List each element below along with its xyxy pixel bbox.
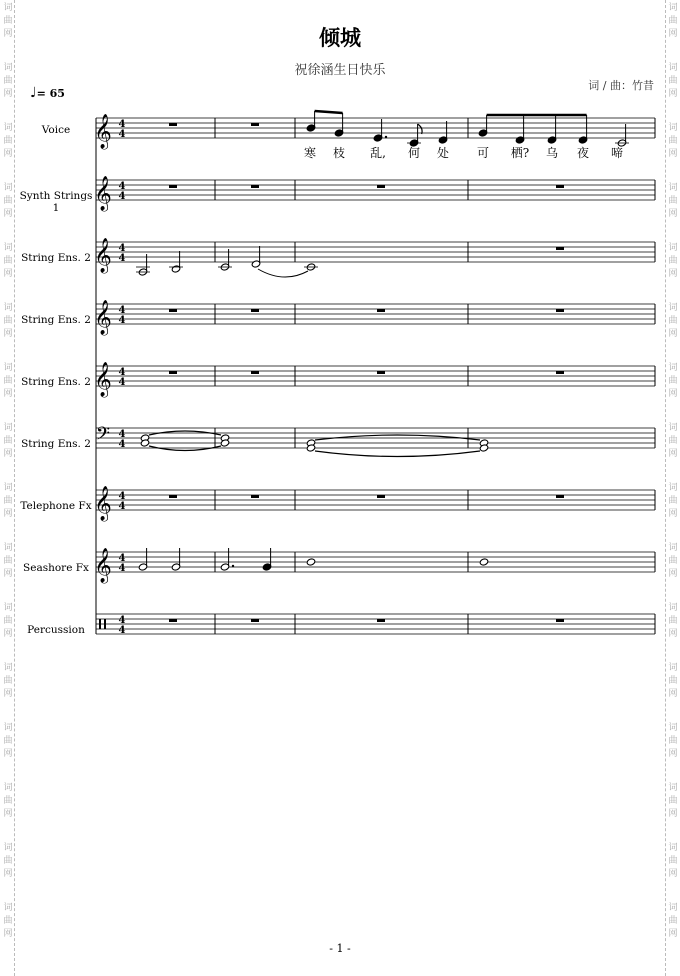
time-signature-numerator: 4 <box>118 553 126 564</box>
lyric-syllable: 寒 <box>303 146 317 160</box>
whole-rest-icon <box>377 619 385 622</box>
time-signature-numerator: 4 <box>118 119 126 130</box>
time-signature-numerator: 4 <box>118 367 126 378</box>
watermark-glyphs: 词 曲 网 <box>3 183 13 219</box>
treble-clef-icon: 𝄞 <box>94 238 112 273</box>
percussion-clef-icon <box>104 619 106 629</box>
watermark-glyphs: 词 曲 网 <box>3 123 13 159</box>
watermark-glyphs: 词 曲 网 <box>3 63 13 99</box>
tie-arc <box>315 451 480 457</box>
watermark-glyphs: 词 曲 网 <box>3 423 13 459</box>
dedication-subtitle: 祝徐涵生日快乐 <box>294 63 386 78</box>
whole-rest-icon <box>377 495 385 498</box>
note-beam <box>315 111 343 113</box>
staff-label-percussion: Percussion <box>27 624 85 636</box>
watermark-glyphs: 词 曲 网 <box>668 243 678 279</box>
watermark-glyphs: 词 曲 网 <box>3 783 13 819</box>
percussion-clef-icon <box>99 619 101 629</box>
staff-label-voice: Voice <box>41 124 71 136</box>
whole-rest-icon <box>251 309 259 312</box>
watermark-glyphs: 词 曲 网 <box>3 723 13 759</box>
time-signature-numerator: 4 <box>118 181 126 192</box>
time-signature-denominator: 4 <box>118 129 126 140</box>
treble-clef-icon: 𝄞 <box>94 300 112 335</box>
watermark-glyphs: 词 曲 网 <box>668 783 678 819</box>
staff-label-telephone-fx: Telephone Fx <box>20 500 92 512</box>
watermark-glyphs: 词 曲 网 <box>668 603 678 639</box>
time-signature-denominator: 4 <box>118 315 126 326</box>
note-dot <box>385 136 387 138</box>
treble-clef-icon: 𝄞 <box>94 362 112 397</box>
watermark-glyphs: 词 曲 网 <box>668 3 678 39</box>
watermark-glyphs: 词 曲 网 <box>668 903 678 939</box>
treble-clef-icon: 𝄞 <box>94 176 112 211</box>
whole-rest-icon <box>556 371 564 374</box>
tie-arc <box>258 269 308 277</box>
note-flag <box>418 124 423 134</box>
watermark-glyphs: 词 曲 网 <box>3 363 13 399</box>
whole-rest-icon <box>377 371 385 374</box>
watermark-glyphs: 词 曲 网 <box>668 423 678 459</box>
treble-clef-icon: 𝄞 <box>94 114 112 149</box>
watermark-glyphs: 词 曲 网 <box>3 3 13 39</box>
time-signature-denominator: 4 <box>118 377 126 388</box>
watermark-glyphs: 词 曲 网 <box>668 483 678 519</box>
whole-rest-icon <box>169 123 177 126</box>
whole-rest-icon <box>556 309 564 312</box>
treble-clef-icon: 𝄞 <box>94 486 112 521</box>
whole-rest-icon <box>251 123 259 126</box>
watermark-glyphs: 词 曲 网 <box>668 363 678 399</box>
watermark-glyphs: 词 曲 网 <box>3 603 13 639</box>
time-signature-numerator: 4 <box>118 243 126 254</box>
whole-rest-icon <box>251 185 259 188</box>
whole-rest-icon <box>556 619 564 622</box>
whole-rest-icon <box>251 371 259 374</box>
whole-rest-icon <box>251 619 259 622</box>
whole-rest-icon <box>556 495 564 498</box>
watermark-glyphs: 词 曲 网 <box>3 483 13 519</box>
watermark-glyphs: 词 曲 网 <box>668 723 678 759</box>
treble-clef-icon: 𝄞 <box>94 548 112 583</box>
lyric-syllable: 啼 <box>610 146 624 160</box>
time-signature-denominator: 4 <box>118 253 126 264</box>
watermark-glyphs: 词 曲 网 <box>3 903 13 939</box>
time-signature-numerator: 4 <box>118 615 126 626</box>
time-signature-denominator: 4 <box>118 501 126 512</box>
whole-rest-icon <box>377 309 385 312</box>
quarter-note-icon: ♩ <box>30 85 37 101</box>
lyric-syllable: 可 <box>476 146 490 160</box>
lyric-syllable: 处 <box>436 146 450 160</box>
staff-label-string-ens-b: String Ens. 2 <box>21 314 91 326</box>
watermark-glyphs: 词 曲 网 <box>668 543 678 579</box>
staff-label-synth-strings: Synth Strings 1 <box>19 190 93 214</box>
time-signature-denominator: 4 <box>118 563 126 574</box>
whole-rest-icon <box>169 185 177 188</box>
whole-rest-icon <box>169 309 177 312</box>
lyric-syllable: 栖? <box>510 146 530 160</box>
time-signature-numerator: 4 <box>118 491 126 502</box>
staff-label-seashore-fx: Seashore Fx <box>23 562 89 574</box>
whole-rest-icon <box>169 495 177 498</box>
whole-rest-icon <box>556 247 564 250</box>
watermark-glyphs: 词 曲 网 <box>668 303 678 339</box>
watermark-glyphs: 词 曲 网 <box>3 243 13 279</box>
staff-label-string-ens-a: String Ens. 2 <box>21 252 91 264</box>
note-dot <box>232 565 234 567</box>
watermark-glyphs: 词 曲 网 <box>3 663 13 699</box>
watermark-glyphs: 词 曲 网 <box>3 543 13 579</box>
page-number: - 1 - <box>329 942 351 955</box>
time-signature-denominator: 4 <box>118 625 126 636</box>
staff-label-string-ens-c: String Ens. 2 <box>21 376 91 388</box>
bass-clef-icon: 𝄢 <box>95 424 111 449</box>
page-title: 倾城 <box>319 25 361 50</box>
watermark-glyphs: 词 曲 网 <box>668 63 678 99</box>
lyric-syllable: 夜 <box>576 146 590 160</box>
watermark-glyphs: 词 曲 网 <box>668 663 678 699</box>
tempo-value: = 65 <box>36 87 65 100</box>
lyric-syllable: 乌 <box>545 146 559 160</box>
whole-note-head <box>306 558 316 566</box>
watermark-glyphs: 词 曲 网 <box>3 843 13 879</box>
watermark-glyphs: 词 曲 网 <box>668 183 678 219</box>
staff-label-string-ens-d: String Ens. 2 <box>21 438 91 450</box>
whole-note-head <box>479 558 489 566</box>
whole-rest-icon <box>169 619 177 622</box>
time-signature-numerator: 4 <box>118 305 126 316</box>
whole-rest-icon <box>377 185 385 188</box>
lyric-syllable: 枝 <box>332 146 346 160</box>
time-signature-denominator: 4 <box>118 191 126 202</box>
tie-arc <box>315 435 480 440</box>
lyric-syllable: 何 <box>407 146 421 160</box>
watermark-glyphs: 词 曲 网 <box>668 843 678 879</box>
whole-rest-icon <box>251 495 259 498</box>
composer-credit: 词 / 曲：竹昔 <box>588 79 654 92</box>
whole-rest-icon <box>169 371 177 374</box>
whole-rest-icon <box>556 185 564 188</box>
lyric-syllable: 乱, <box>370 146 386 160</box>
watermark-glyphs: 词 曲 网 <box>3 303 13 339</box>
time-signature-denominator: 4 <box>118 439 126 450</box>
time-signature-numerator: 4 <box>118 429 126 440</box>
watermark-glyphs: 词 曲 网 <box>668 123 678 159</box>
